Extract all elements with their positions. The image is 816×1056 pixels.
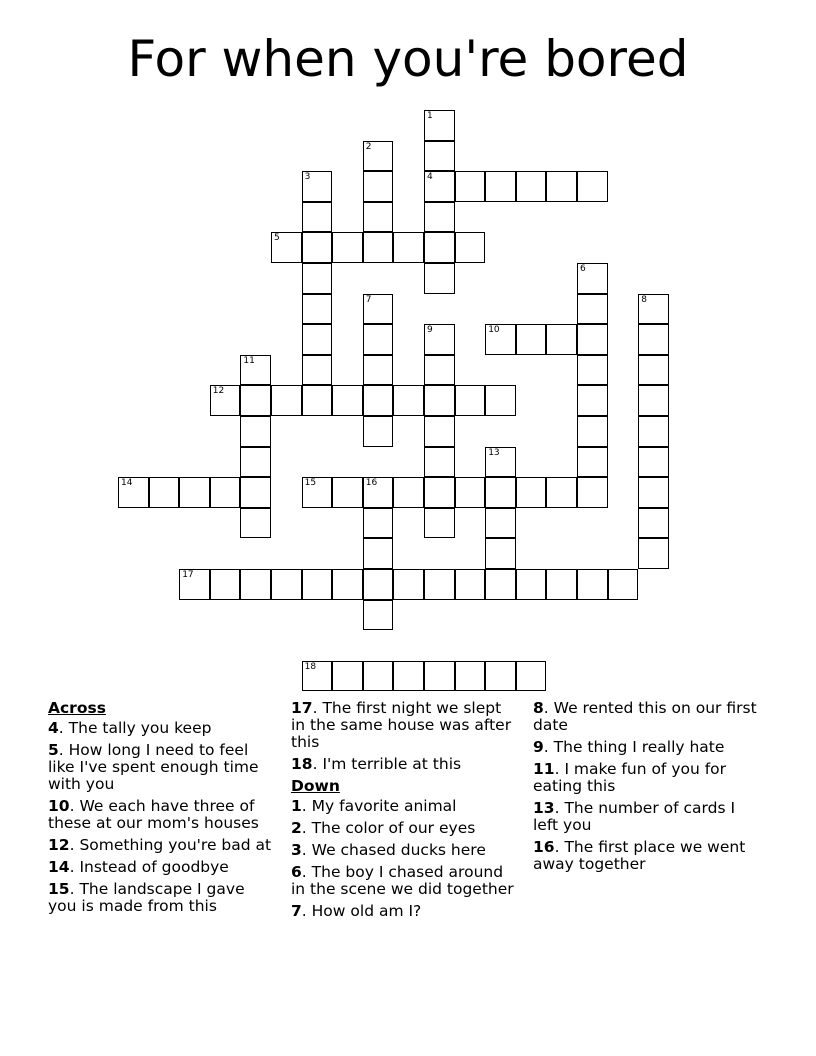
grid-cell[interactable] [577,171,608,202]
grid-cell[interactable] [455,569,486,600]
clue-text: The boy I chased around in the scene we did together [291,863,514,898]
grid-cell[interactable] [516,661,547,692]
grid-cell[interactable] [577,324,608,355]
grid-cell[interactable] [424,171,455,202]
grid-cell[interactable] [546,477,577,508]
grid-cell[interactable] [332,232,363,263]
grid-cell[interactable] [302,661,333,692]
grid-cell[interactable] [363,324,394,355]
grid-cell[interactable] [393,385,424,416]
clue-number: 16 [533,838,555,856]
clue-number: 10 [488,325,500,336]
clues-column-2 [291,700,519,925]
clue-number: 2 [291,819,302,837]
clue-item: 3. We chased ducks here [291,841,486,859]
grid-cell[interactable] [302,232,333,263]
grid-cell[interactable] [455,171,486,202]
grid-cell[interactable] [577,385,608,416]
grid-cell[interactable] [302,202,333,233]
grid-cell[interactable] [577,263,608,294]
clue-number: 14 [48,858,70,876]
clue-item: 11. I make fun of you for eating this [533,760,727,795]
grid-cell[interactable] [240,477,271,508]
clue-number: 5 [48,741,59,759]
grid-cell[interactable] [363,202,394,233]
grid-cell[interactable] [546,569,577,600]
grid-cell[interactable] [302,477,333,508]
clue-item: 4. The tally you keep [48,719,212,737]
clue-text: Instead of goodbye [79,858,229,876]
clue-item: 15. The landscape I gave you is made from this [48,880,245,915]
clue-number: 12 [48,836,70,854]
clue-number: 13 [533,799,555,817]
clue-item: 16. The first place we went away together [533,838,746,873]
clue-section-header: Down [291,777,340,795]
clues-column-3 [533,700,758,878]
clue-text: We each have three of these at our mom's houses [48,797,259,832]
clue-number: 1 [427,111,433,121]
grid-cell[interactable] [546,324,577,355]
grid-cell[interactable] [577,477,608,508]
grid-cell[interactable] [516,569,547,600]
grid-cell[interactable] [638,355,669,386]
grid-cell[interactable] [332,661,363,692]
grid-cell[interactable] [332,569,363,600]
clue-number: 18 [304,661,317,672]
grid-cell[interactable] [455,661,486,692]
grid-cell[interactable] [424,508,455,539]
clue-number: 10 [48,797,70,815]
clue-number: 17 [182,570,194,580]
clue-number: 17 [291,699,313,717]
clue-number: 9 [427,325,433,336]
grid-cell[interactable] [393,569,424,600]
grid-cell[interactable] [424,263,455,294]
grid-cell[interactable] [577,569,608,600]
clue-number: 11 [243,355,255,366]
clue-number: 5 [274,233,280,244]
grid-cell[interactable] [455,385,486,416]
grid-cell[interactable] [424,661,455,692]
grid-cell[interactable] [608,569,639,600]
grid-cell[interactable] [240,569,271,600]
clue-number: 3 [304,172,311,183]
grid-cell[interactable] [485,538,516,569]
clue-number: 1 [291,797,302,815]
clue-text: I make fun of you for eating this [533,760,727,795]
grid-cell[interactable] [271,232,302,263]
grid-cell[interactable] [363,661,394,692]
grid-cell[interactable] [516,324,547,355]
clue-item: 13. The number of cards I left you [533,799,736,834]
clue-item: 18. I'm terrible at this [291,755,462,773]
grid-cell[interactable] [302,385,333,416]
grid-cell[interactable] [332,477,363,508]
grid-cell[interactable] [638,447,669,478]
clue-item: 8. We rented this on our first date [533,699,757,734]
grid-cell[interactable] [424,141,455,172]
grid-cell[interactable] [424,385,455,416]
grid-cell[interactable] [485,569,516,600]
clue-text: The number of cards I left you [533,799,736,834]
grid-cell[interactable] [363,600,394,631]
clue-text: The color of our eyes [311,819,476,837]
grid-cell[interactable] [210,477,241,508]
grid-cell[interactable] [485,508,516,539]
grid-cell[interactable] [485,661,516,692]
clue-item: 7. How old am I? [291,902,422,920]
grid-cell[interactable] [638,324,669,355]
clue-text: I'm terrible at this [322,755,462,773]
clue-number: 6 [580,264,586,274]
grid-cell[interactable] [302,263,333,294]
clue-number: 3 [291,841,302,859]
grid-cell[interactable] [577,355,608,386]
grid-cell[interactable] [363,141,394,172]
clue-number: 4 [48,719,59,737]
clue-item: 1. My favorite animal [291,797,457,815]
clue-number: 15 [48,880,70,898]
grid-cell[interactable] [424,569,455,600]
grid-cell[interactable] [424,110,455,141]
grid-cell[interactable] [424,324,455,355]
grid-cell[interactable] [485,385,516,416]
grid-cell[interactable] [424,232,455,263]
grid-cell[interactable] [240,355,271,386]
grid-cell[interactable] [363,508,394,539]
clue-item: 14. Instead of goodbye [48,858,229,876]
clue-number: 7 [365,294,372,305]
grid-cell[interactable] [577,416,608,447]
grid-cell[interactable] [363,416,394,447]
grid-cell[interactable] [455,477,486,508]
grid-cell[interactable] [363,171,394,202]
grid-cell[interactable] [638,538,669,569]
clue-item: 12. Something you're bad at [48,836,272,854]
grid-cell[interactable] [363,232,394,263]
grid-cell[interactable] [240,508,271,539]
grid-cell[interactable] [363,385,394,416]
grid-cell[interactable] [302,171,333,202]
clue-text: We rented this on our first date [533,699,757,734]
clue-text: My favorite animal [311,797,457,815]
clue-text: We chased ducks here [311,841,486,859]
clue-item: 17. The first night we slept in the same house was after this [291,699,512,751]
grid-cell[interactable] [516,477,547,508]
grid-cell[interactable] [179,569,210,600]
grid-cell[interactable] [393,477,424,508]
clue-number: 4 [427,172,433,183]
clue-item: 6. The boy I chased around in the scene we did together [291,863,514,898]
grid-cell[interactable] [485,477,516,508]
grid-cell[interactable] [638,508,669,539]
grid-cell[interactable] [393,661,424,692]
grid-cell[interactable] [424,202,455,233]
clue-number: 2 [365,141,372,152]
grid-cell[interactable] [363,294,394,325]
grid-cell[interactable] [516,171,547,202]
clue-text: How long I need to feel like I've spent enough time with you [48,741,259,793]
clues-column-1 [48,700,273,920]
clue-text: The thing I really hate [553,738,725,756]
clue-text: How old am I? [311,902,422,920]
grid-cell[interactable] [210,385,241,416]
grid-cell[interactable] [118,477,149,508]
grid-cell[interactable] [485,171,516,202]
grid-cell[interactable] [393,232,424,263]
clue-section-header: Across [48,699,106,717]
clue-item: 5. How long I need to feel like I've spent enough time with you [48,741,259,793]
clue-number: 12 [212,386,225,397]
grid-cell[interactable] [271,385,302,416]
grid-cell[interactable] [638,385,669,416]
clue-number: 11 [533,760,555,778]
grid-cell[interactable] [485,324,516,355]
clue-text: Something you're bad at [79,836,272,854]
grid-cell[interactable] [638,294,669,325]
clue-number: 6 [291,863,302,881]
grid-cell[interactable] [302,324,333,355]
grid-cell[interactable] [577,447,608,478]
clue-text: The landscape I gave you is made from this [48,880,245,915]
grid-cell[interactable] [363,355,394,386]
clue-number: 16 [365,478,378,489]
grid-cell[interactable] [240,416,271,447]
grid-cell[interactable] [485,447,516,478]
clue-number: 9 [533,738,544,756]
grid-cell[interactable] [302,569,333,600]
grid-cell[interactable] [638,477,669,508]
clue-item: 10. We each have three of these at our mom's houses [48,797,259,832]
grid-cell[interactable] [363,569,394,600]
grid-cell[interactable] [302,294,333,325]
grid-cell[interactable] [363,538,394,569]
grid-cell[interactable] [302,355,333,386]
grid-cell[interactable] [332,385,363,416]
grid-cell[interactable] [546,171,577,202]
clue-number: 8 [533,699,544,717]
grid-cell[interactable] [455,232,486,263]
grid-cell[interactable] [149,477,180,508]
grid-cell[interactable] [210,569,241,600]
clue-item: 2. The color of our eyes [291,819,476,837]
grid-cell[interactable] [240,447,271,478]
grid-cell[interactable] [240,385,271,416]
grid-cell[interactable] [424,477,455,508]
grid-cell[interactable] [424,416,455,447]
grid-cell[interactable] [271,569,302,600]
grid-cell[interactable] [424,447,455,478]
clue-item: 9. The thing I really hate [533,738,725,756]
grid-cell[interactable] [638,416,669,447]
clue-number: 15 [304,478,317,489]
clue-text: The first place we went away together [533,838,746,873]
grid-cell[interactable] [179,477,210,508]
grid-cell[interactable] [577,294,608,325]
clue-number: 8 [641,294,647,305]
clue-number: 13 [488,447,500,458]
grid-cell[interactable] [424,355,455,386]
clue-text: The first night we slept in the same house was after this [291,699,512,751]
grid-cell[interactable] [363,477,394,508]
clue-number: 14 [121,478,133,489]
puzzle-title: For when you're bored [127,30,689,88]
clue-number: 7 [291,902,302,920]
clue-text: The tally you keep [68,719,212,737]
clue-number: 18 [291,755,313,773]
